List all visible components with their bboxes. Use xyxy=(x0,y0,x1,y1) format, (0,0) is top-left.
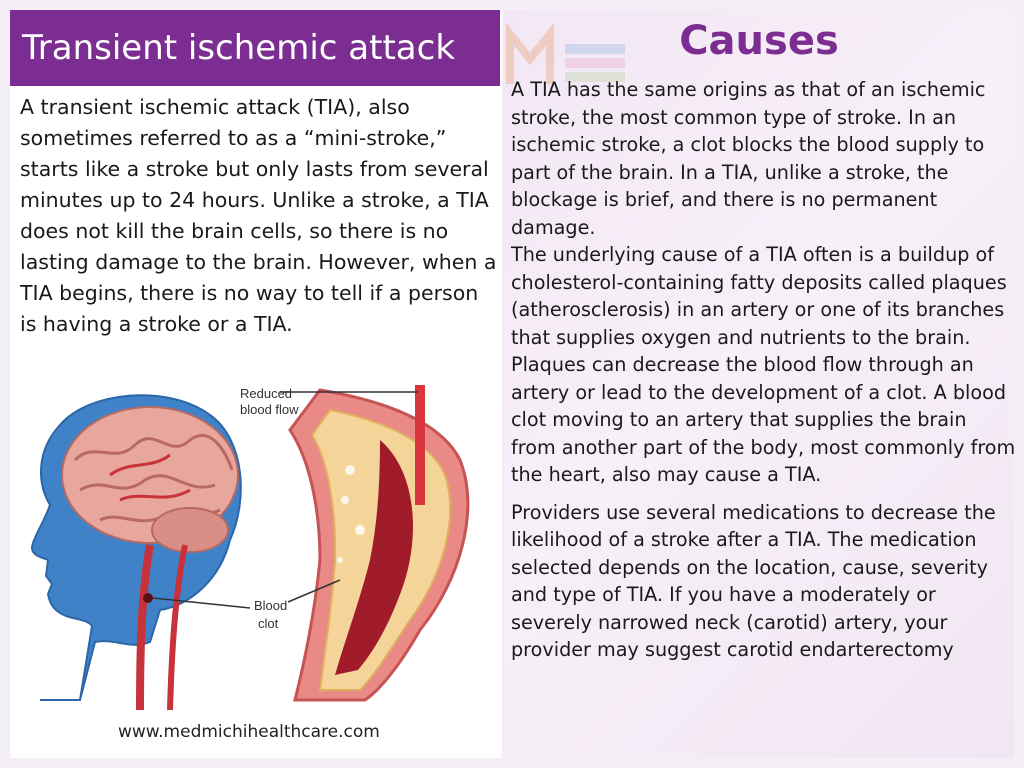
artery-cross-section xyxy=(290,385,468,700)
label-reduced-line2: blood flow xyxy=(240,402,299,417)
website-link[interactable]: www.medmichihealthcare.com xyxy=(118,722,380,742)
intro-paragraph: A transient ischemic attack (TIA), also sometimes referred to as a “mini-stroke,” starts like a stroke but only lasts from several minutes up to 24 hours. Unlike a stroke, a TIA does not kill the brain cells, so there is no lasting damage to the brain. However, when a TIA begins, there is no way to tell if a person is having a stroke or a TIA. xyxy=(20,95,497,336)
causes-paragraph-2: The underlying cause of a TIA often is a buildup of cholesterol-containing fatty deposits called plaques (atherosclerosis) in an artery or one of its branches that supplies oxygen and nutrients to the brain. xyxy=(511,243,1007,349)
causes-paragraph-4: Providers use several medications to decrease the likelihood of a stroke after a TIA. The medication selected depends on the location, cause, severity and type of TIA. If you have a moderately or severely narrowed neck (carotid) artery, your provider may suggest carotid endarterectomy xyxy=(511,500,996,661)
label-clot-line2: clot xyxy=(258,616,279,631)
causes-paragraph-3: Plaques can decrease the blood flow through an artery or lead to the development of a clot. A blood clot moving to an artery that supplies the brain from another part of the body, most commonly from the heart, also may cause a TIA. xyxy=(511,353,1016,486)
causes-body xyxy=(511,76,1016,664)
label-reduced-line1: Reduced xyxy=(240,386,293,401)
label-clot-line1: Blood xyxy=(254,598,288,613)
neck-clot-marker xyxy=(143,593,153,603)
page-title: Transient ischemic attack xyxy=(10,10,500,86)
causes-heading: Causes xyxy=(679,18,839,64)
causes-paragraph-1: A TIA has the same origins as that of an ischemic stroke, the most common type of stroke. In an ischemic stroke, a clot blocks the blood supply to part of the brain. In a TIA, unlike a stroke, the blockage is brief, and there is no permanent damage. xyxy=(511,78,986,239)
tia-illustration xyxy=(20,380,490,710)
